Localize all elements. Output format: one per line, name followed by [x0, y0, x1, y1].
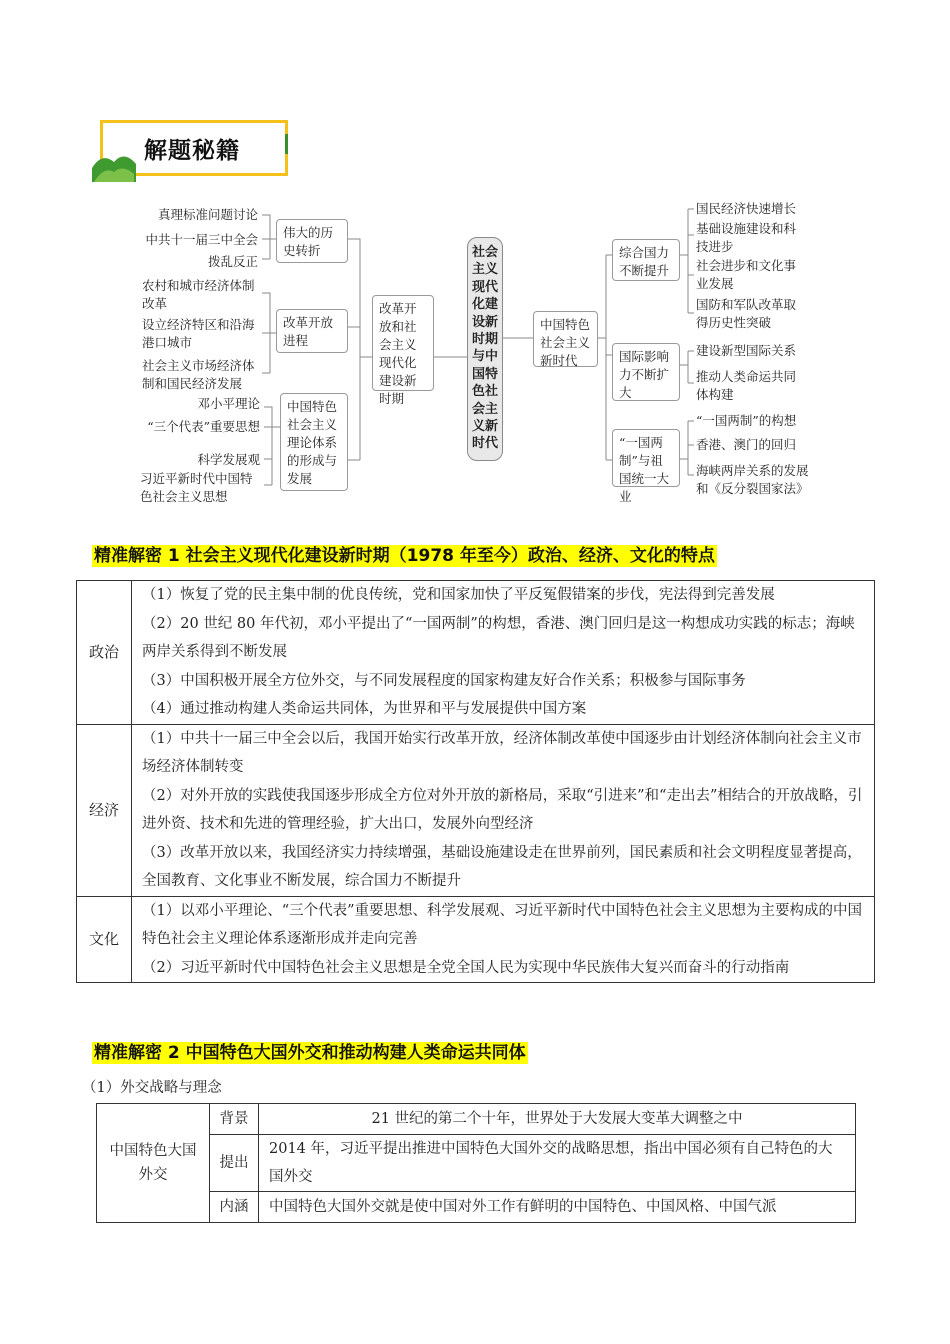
mm-left-item: 科学发展观	[197, 452, 260, 467]
mm-right-item: 建设新型国际关系	[696, 343, 797, 358]
mm-box-global-influence: 国际影响力不断扩大	[612, 343, 680, 401]
features-table	[76, 580, 875, 983]
row-content	[132, 581, 875, 725]
row-item: （3）改革开放以来，我国经济实力持续增强，基础设施建设走在世界前列，国民素质和社会文明程度显著提高，全国教育、文化事业不断发展，综合国力不断提升	[142, 844, 862, 889]
mm-box-reform-era: 改革开放和社会主义现代化建设新时期	[372, 295, 434, 391]
section-heading-2: 精准解密 2 中国特色大国外交和推动构建人类命运共同体	[94, 1043, 526, 1063]
row-label: 文化	[77, 896, 132, 983]
mm-box-national-strength: 综合国力不断提升	[612, 239, 680, 281]
row-item: （1）中共十一届三中全会以后，我国开始实行改革开放，经济体制改革使中国逐步由计划经济体制向社会主义市场经济体制转变	[142, 730, 862, 775]
mm-center-topic: 社会主义现代化建设新时期与中国特色社会主义新时代	[467, 237, 503, 461]
row-label: 经济	[77, 724, 132, 896]
row-item: （4）通过推动构建人类命运共同体，为世界和平与发展提供中国方案	[142, 701, 587, 717]
mm-right-item: 推动人类命运共同体构建	[696, 369, 797, 402]
row-item: （2）对外开放的实践使我国逐步形成全方位对外开放的新格局，采取“引进来”和“走出去”相结合的开放战略，引进外资、技术和先进的管理经验，扩大出口，发展外向型经济	[142, 787, 863, 832]
mm-left-item: 中共十一届三中全会	[145, 232, 258, 247]
mm-right-item: 香港、澳门的回归	[696, 437, 797, 452]
table-row	[77, 581, 875, 725]
row-label: 内涵	[210, 1192, 259, 1223]
subheading: （1）外交战略与理念	[82, 1080, 222, 1096]
row-label: 政治	[77, 581, 132, 725]
table-row	[77, 896, 875, 983]
mm-right-item: “一国两制”的构想	[696, 413, 797, 428]
mm-box-reunification: “一国两制”与祖国统一大业	[612, 429, 680, 487]
mm-right-item: 社会进步和文化事业发展	[696, 258, 797, 291]
mm-right-item: 海峡两岸关系的发展和《反分裂国家法》	[696, 463, 809, 496]
row-item: （1）以邓小平理论、“三个代表”重要思想、科学发展观、习近平新时代中国特色社会主义思想为主要构成的中国特色社会主义理论体系逐渐形成并走向完善	[142, 902, 863, 947]
row-content: 2014 年，习近平提出推进中国特色大国外交的战略思想，指出中国必须有自己特色的大国外交	[259, 1135, 856, 1192]
mm-left-item: 邓小平理论	[197, 396, 260, 411]
row-item: （2）20 世纪 80 年代初，邓小平提出了“一国两制”的构想，香港、澳门回归是这一构想成功实践的标志；海峡两岸关系得到不断发展	[142, 615, 855, 660]
mm-box-reform-process: 改革开放进程	[276, 309, 348, 353]
mm-box-historic-turn: 伟大的历史转折	[276, 219, 348, 263]
mm-right-item: 国民经济快速增长	[696, 201, 797, 216]
table-row	[97, 1192, 856, 1223]
section-banner	[92, 120, 296, 184]
mm-left-item: 设立经济特区和沿海港口城市	[142, 317, 255, 350]
row-label: 提出	[210, 1135, 259, 1192]
row-content	[132, 896, 875, 983]
mm-left-item: 真理标准问题讨论	[157, 207, 258, 222]
section-heading-1: 精准解密 1 社会主义现代化建设新时期（1978 年至今）政治、经济、文化的特点	[94, 546, 715, 566]
row-label: 背景	[210, 1104, 259, 1135]
hills-icon	[92, 148, 138, 182]
mm-box-new-era: 中国特色社会主义新时代	[533, 311, 598, 367]
mm-left-item: 习近平新时代中国特色社会主义思想	[140, 471, 253, 504]
row-item: （1）恢复了党的民主集中制的优良传统，党和国家加快了平反冤假错案的步伐，宪法得到完善发展	[142, 587, 775, 603]
table-row	[97, 1104, 856, 1135]
table-main-label: 中国特色大国外交	[97, 1104, 210, 1223]
diplomacy-table	[96, 1103, 856, 1223]
mm-box-theory-system: 中国特色社会主义理论体系的形成与发展	[280, 393, 348, 491]
mm-left-item: “三个代表”重要思想	[147, 419, 260, 434]
mm-right-item: 基础设施建设和科技进步	[696, 221, 797, 254]
table-row	[97, 1135, 856, 1192]
row-content	[132, 724, 875, 896]
mm-right-item: 国防和军队改革取得历史性突破	[696, 297, 797, 330]
mm-left-item: 拨乱反正	[207, 254, 258, 269]
mm-left-item: 农村和城市经济体制改革	[142, 278, 255, 311]
banner-accent	[285, 134, 288, 154]
row-item: （3）中国积极开展全方位外交，与不同发展程度的国家构建友好合作关系；积极参与国际事务	[142, 672, 746, 689]
mm-left-item: 社会主义市场经济体制和国民经济发展	[142, 358, 255, 391]
banner-title: 解题秘籍	[144, 138, 240, 164]
mind-map	[0, 195, 950, 505]
table-row	[77, 724, 875, 896]
row-content: 21 世纪的第二个十年，世界处于大发展大变革大调整之中	[259, 1104, 856, 1135]
row-content: 中国特色大国外交就是使中国对外工作有鲜明的中国特色、中国风格、中国气派	[259, 1192, 856, 1223]
row-item: （2）习近平新时代中国特色社会主义思想是全党全国人民为实现中华民族伟大复兴而奋斗的行动指南	[142, 959, 790, 976]
